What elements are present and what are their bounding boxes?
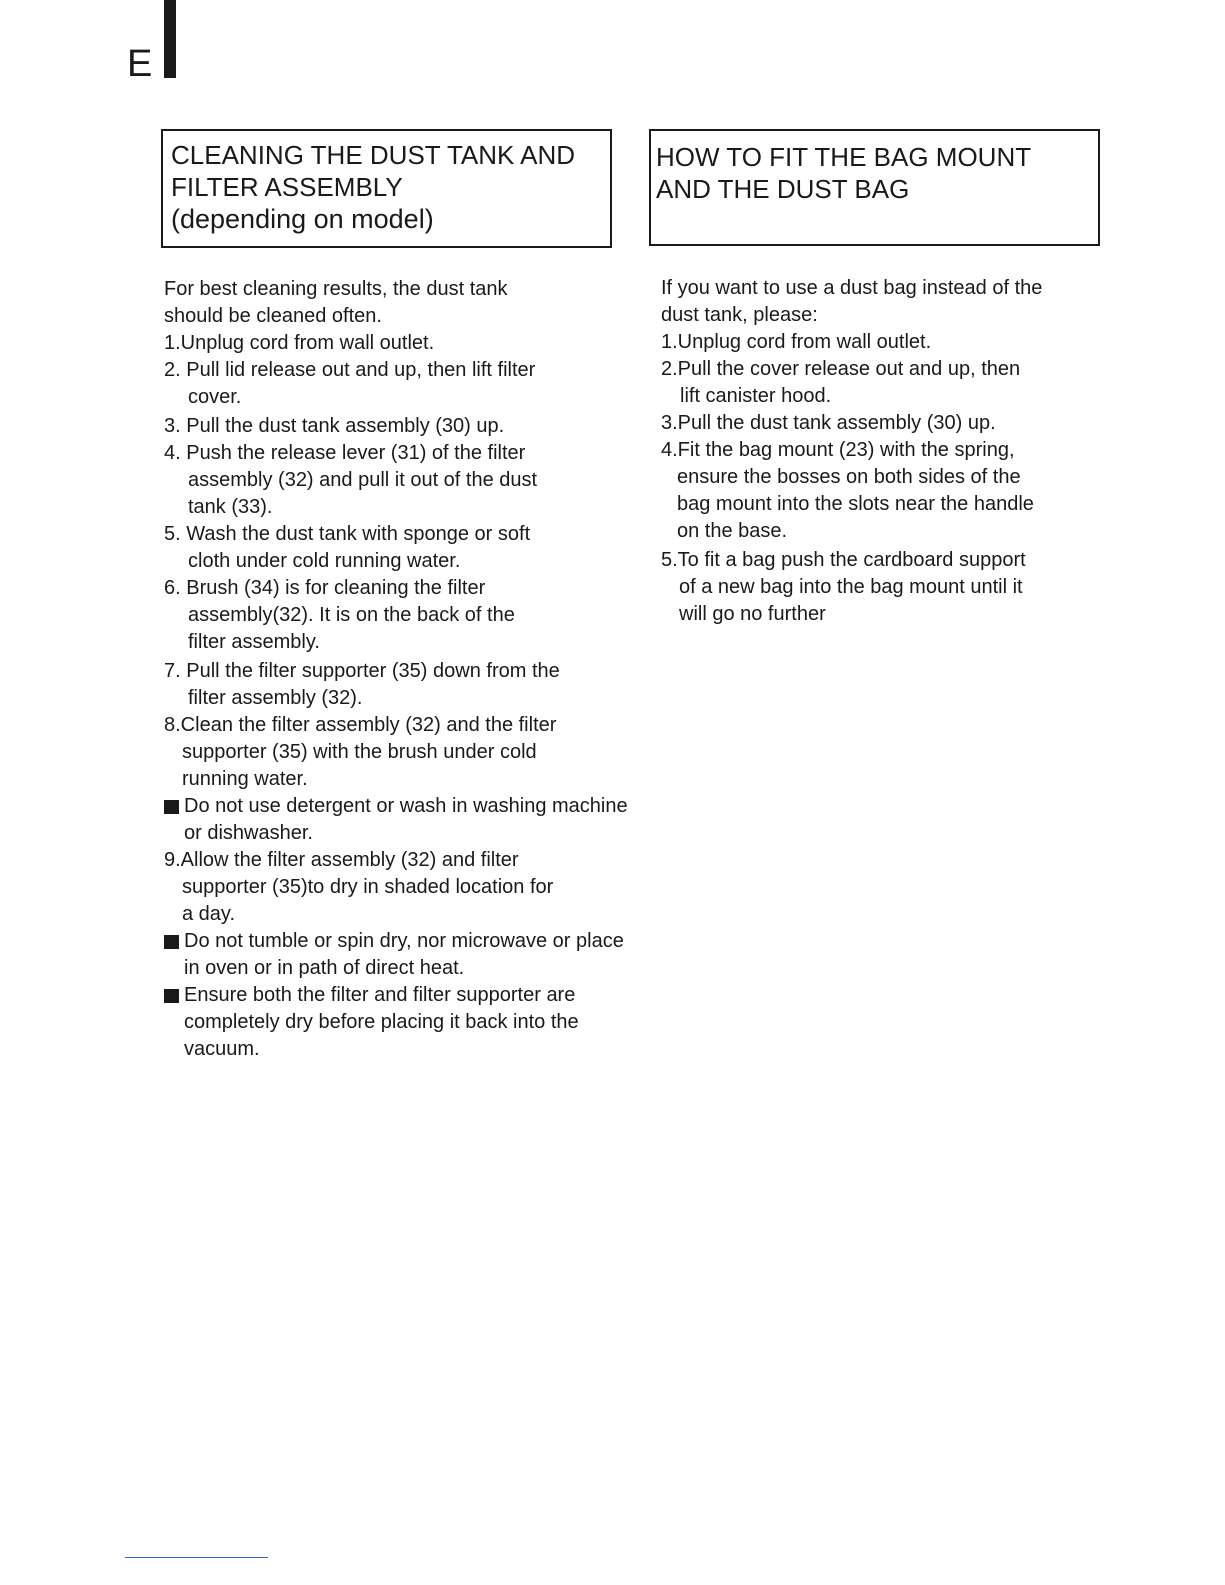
cleaning-note-ensure-dry-line2: are completely dry before placing it back into	[184, 984, 576, 1033]
cleaning-instructions	[164, 276, 634, 1063]
cleaning-step-9-line1: 9.Allow the filter assembly (32) and filter	[164, 849, 519, 871]
cleaning-step-5	[164, 521, 634, 575]
cleaning-step-8	[164, 712, 634, 793]
cleaning-note-detergent-line2: machine or dishwasher.	[184, 795, 628, 844]
cleaning-note-ensure-dry	[164, 982, 634, 1063]
bag-step-5-line3: will go no further	[679, 603, 826, 625]
cleaning-title-line1: CLEANING THE DUST TANK AND	[171, 140, 576, 170]
cleaning-note-detergent	[164, 793, 634, 847]
bag-step-4-line1: 4.Fit the bag mount (23) with the spring,	[661, 439, 1015, 461]
bottom-rule	[125, 1557, 268, 1558]
cleaning-title-line2: FILTER ASSEMBLY	[171, 172, 403, 202]
cleaning-step-7	[164, 658, 634, 712]
bag-intro	[661, 275, 1081, 329]
cleaning-title-line3: (depending on model)	[171, 204, 434, 234]
bag-intro-line2: the dust tank, please:	[661, 277, 1043, 326]
cleaning-step-5-line1: 5. Wash the dust tank with sponge or soft	[164, 523, 531, 545]
bag-step-5-line2: of a new bag into the bag mount until it	[679, 576, 1023, 598]
cleaning-step-9-line3: a day.	[182, 903, 235, 925]
square-bullet-icon	[164, 800, 179, 814]
cleaning-step-6-line1: 6. Brush (34) is for cleaning the filter	[164, 577, 486, 599]
bag-step-5-line1: 5.To fit a bag push the cardboard support	[661, 549, 1026, 571]
cleaning-step-9	[164, 847, 634, 928]
bag-intro-line1: If you want to use a dust bag instead of	[661, 277, 1010, 299]
bag-title-line1: HOW TO FIT THE BAG MOUNT	[656, 142, 1032, 172]
square-bullet-icon	[164, 935, 179, 949]
language-marker-bar	[164, 0, 176, 78]
bag-section-title-box	[649, 129, 1100, 246]
bag-step-4-line2: ensure the bosses on both sides of the	[677, 466, 1021, 488]
cleaning-step-1: 1.Unplug cord from wall outlet.	[164, 332, 435, 354]
cleaning-step-8-line2: supporter (35) with the brush under cold	[182, 741, 537, 763]
cleaning-step-6-line3: filter assembly.	[188, 631, 320, 653]
cleaning-step-4-line2: assembly (32) and pull it out of the dust	[188, 469, 538, 491]
bag-step-5	[661, 547, 1081, 628]
cleaning-section-title-box	[161, 129, 612, 248]
bag-step-3: 3.Pull the dust tank assembly (30) up.	[661, 412, 996, 434]
cleaning-step-2-line1: 2. Pull lid release out and up, then lift filter	[164, 359, 536, 381]
cleaning-step-7-line2: filter assembly (32).	[188, 687, 363, 709]
cleaning-step-8-line3: running water.	[182, 768, 308, 790]
cleaning-step-6-line2: assembly(32). It is on the back of the	[188, 604, 515, 626]
language-letter: E	[127, 43, 153, 85]
cleaning-note-ensure-dry-line3: the vacuum.	[184, 1011, 579, 1060]
bag-step-2-line2: lift canister hood.	[680, 385, 832, 407]
cleaning-step-3: 3. Pull the dust tank assembly (30) up.	[164, 415, 505, 437]
cleaning-intro-line2: should be cleaned often.	[164, 305, 382, 327]
square-bullet-icon	[164, 989, 179, 1003]
cleaning-step-4-line1: 4. Push the release lever (31) of the filter	[164, 442, 526, 464]
bag-step-1: 1.Unplug cord from wall outlet.	[661, 331, 932, 353]
cleaning-intro	[164, 276, 634, 330]
bag-instructions	[661, 275, 1081, 628]
bag-step-4-line4: on the base.	[677, 520, 788, 542]
cleaning-step-5-line2: cloth under cold running water.	[188, 550, 461, 572]
cleaning-step-4-line3: tank (33).	[188, 496, 273, 518]
cleaning-note-drying-line1: Do not tumble or spin dry, nor microwave or	[184, 930, 571, 952]
cleaning-step-8-line1: 8.Clean the filter assembly (32) and the filter	[164, 714, 557, 736]
cleaning-step-4	[164, 440, 634, 521]
cleaning-step-9-line2: supporter (35)to dry in shaded location for	[182, 876, 554, 898]
bag-step-2-line1: 2.Pull the cover release out and up, then	[661, 358, 1021, 380]
cleaning-intro-line1: For best cleaning results, the dust tank	[164, 278, 508, 300]
cleaning-note-detergent-line1: Do not use detergent or wash in washing	[184, 795, 547, 817]
bag-step-2	[661, 356, 1081, 410]
cleaning-step-2-line2: cover.	[188, 386, 242, 408]
cleaning-note-drying	[164, 928, 634, 982]
bag-step-4	[661, 437, 1081, 545]
bag-title-line2: AND THE DUST BAG	[656, 174, 910, 204]
cleaning-step-6	[164, 575, 634, 656]
cleaning-note-drying-line2: place in oven or in path of direct heat.	[184, 930, 624, 979]
cleaning-step-7-line1: 7. Pull the filter supporter (35) down from the	[164, 660, 560, 682]
cleaning-step-2	[164, 357, 634, 411]
cleaning-note-ensure-dry-line1: Ensure both the filter and filter supporter	[184, 984, 541, 1006]
bag-step-4-line3: bag mount into the slots near the handle	[677, 493, 1034, 515]
